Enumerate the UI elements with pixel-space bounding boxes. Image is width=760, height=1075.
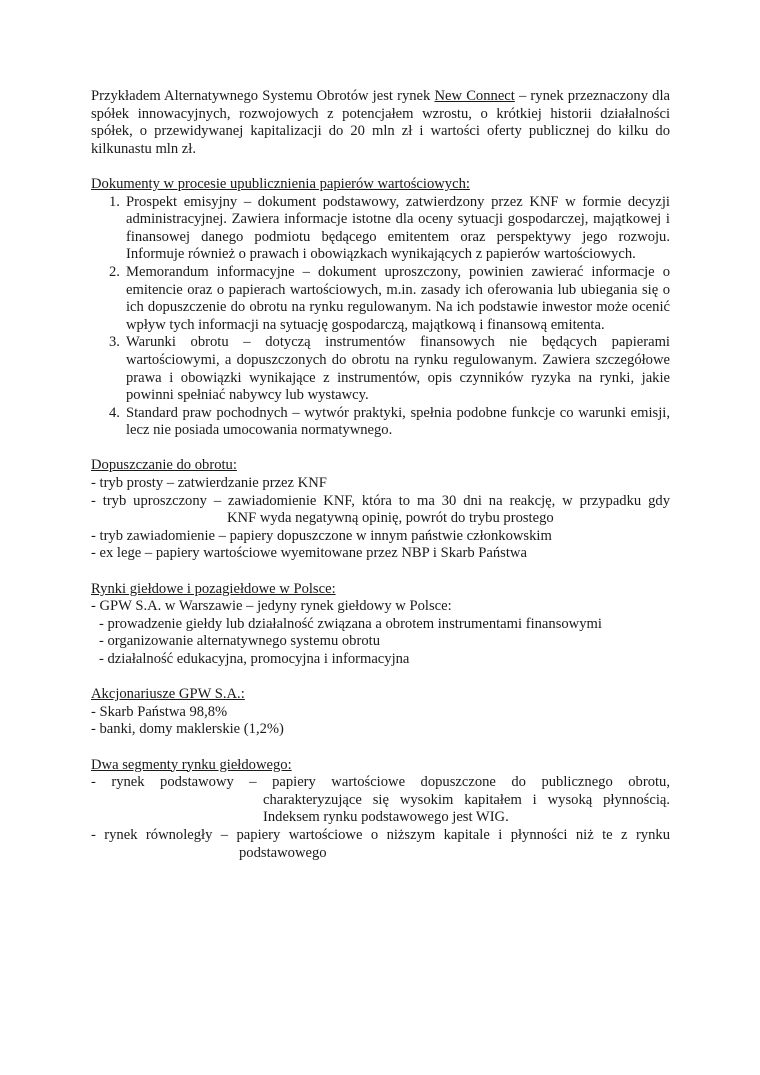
intro-paragraph bbox=[91, 88, 670, 158]
markets-sub-item: - działalność edukacyjna, promocyjna i informacyjna bbox=[99, 651, 410, 667]
shareholders-heading: Akcjonariusze GPW S.A.: bbox=[91, 686, 245, 703]
segment-parallel-line: - rynek równoległy – papiery wartościowe o niższym kapitale i płynności niż te z rynku bbox=[91, 826, 670, 843]
documents-heading: Dokumenty w procesie upublicznienia papierów wartościowych: bbox=[91, 175, 470, 192]
list-item bbox=[91, 334, 670, 404]
admission-line-simple: - tryb prosty – zatwierdzanie przez KNF bbox=[91, 475, 327, 492]
list-item bbox=[91, 405, 670, 440]
markets-heading: Rynki giełdowe i pozagiełdowe w Polsce: bbox=[91, 580, 336, 597]
admission-line-notification: - tryb zawiadomienie – papiery dopuszczone w innym państwie członkowskim bbox=[91, 527, 552, 544]
markets-line-gpw: - GPW S.A. w Warszawie – jedyny rynek giełdowy w Polsce: bbox=[91, 598, 452, 615]
admission-section bbox=[91, 457, 670, 563]
list-item-number: 1. bbox=[109, 193, 120, 210]
documents-section bbox=[91, 176, 670, 440]
shareholder-item: - Skarb Państwa 98,8% bbox=[91, 703, 228, 720]
list-item-number: 3. bbox=[109, 334, 120, 351]
admission-line-ex-lege: - ex lege – papiery wartościowe wyemitowane przez NBP i Skarb Państwa bbox=[91, 545, 527, 562]
list-item-text: Prospekt emisyjny – dokument podstawowy, zatwierdzony przez KNF w formie decyzji administracyjnej. Zawiera informacje istotne dla oceny sytuacji gospodarczej, majątkowej i finansowej danego podmiotu będącego emitentem oraz perspektywy jego rozwoju. Informuje również o prawach i obowiązkach wynikających z papierów wartościowych. bbox=[126, 193, 670, 263]
intro-text-after: – rynek przeznaczony dla spółek innowacyjnych, rozwojowych z potencjałem wzrostu, o krótkiej historii działalności spółek, o przewidywanej kapitalizacji do 20 mln zł i wartości oferty publicznej do kilku do kilkunastu mln zł. bbox=[91, 88, 670, 157]
markets-sub-item: - prowadzenie giełdy lub działalność związana a obrotem instrumentami finansowymi bbox=[99, 615, 602, 632]
document-page bbox=[91, 88, 670, 862]
list-item bbox=[91, 264, 670, 334]
markets-section bbox=[91, 581, 670, 669]
list-item-number: 2. bbox=[109, 263, 120, 280]
admission-heading: Dopuszczanie do obrotu: bbox=[91, 457, 237, 474]
list-item bbox=[91, 194, 670, 264]
new-connect-link[interactable]: New Connect bbox=[434, 88, 515, 104]
list-item-text: Memorandum informacyjne – dokument uproszczony, powinien zawierać informacje o emitencie oraz o papierach wartościowych, m.in. zasady ich oferowania lub ubiegania się o ich dopuszczenie do obrotu na rynku regulowanym. Na ich podstawie inwestor może ocenić wpływ tych informacji na sytuację gospodarczą, majątkową i finansową emitenta. bbox=[126, 263, 670, 333]
admission-line-simplified-cont: KNF wyda negatywną opinię, powrót do trybu prostego bbox=[227, 510, 554, 527]
list-item-text: Standard praw pochodnych – wytwór praktyki, spełnia podobne funkcje co warunki emisji, lecz nie posiada umocowania normatywnego. bbox=[126, 404, 670, 439]
segment-main-cont: charakteryzujące się wysokim kapitałem i wysoką płynnością. Indeksem rynku podstawowego jest WIG. bbox=[263, 791, 670, 826]
intro-text-before: Przykładem Alternatywnego Systemu Obrotów jest rynek bbox=[91, 88, 435, 104]
segment-parallel-cont: podstawowego bbox=[239, 844, 327, 861]
segments-section bbox=[91, 757, 670, 863]
documents-list bbox=[91, 194, 670, 440]
markets-sub-item: - organizowanie alternatywnego systemu obrotu bbox=[99, 633, 380, 650]
list-item-number: 4. bbox=[109, 404, 120, 421]
shareholder-item: - banki, domy maklerskie (1,2%) bbox=[91, 721, 284, 738]
shareholders-section bbox=[91, 686, 670, 739]
segments-heading: Dwa segmenty rynku giełdowego: bbox=[91, 756, 292, 773]
segment-main-line: - rynek podstawowy – papiery wartościowe dopuszczone do publicznego obrotu, bbox=[91, 774, 670, 791]
admission-line-simplified: - tryb uproszczony – zawiadomienie KNF, która to ma 30 dni na reakcję, w przypadku gdy bbox=[91, 492, 670, 509]
list-item-text: Warunki obrotu – dotyczą instrumentów finansowych nie będących papierami wartościowymi, a dopuszczonych do obrotu na rynku regulowanym. Zawiera szczegółowe prawa i obowiązki wynikające z instrumentów, opis czynników ryzyka na rynki, jakie powinni spełniać nabywcy lub wystawcy. bbox=[126, 334, 670, 404]
